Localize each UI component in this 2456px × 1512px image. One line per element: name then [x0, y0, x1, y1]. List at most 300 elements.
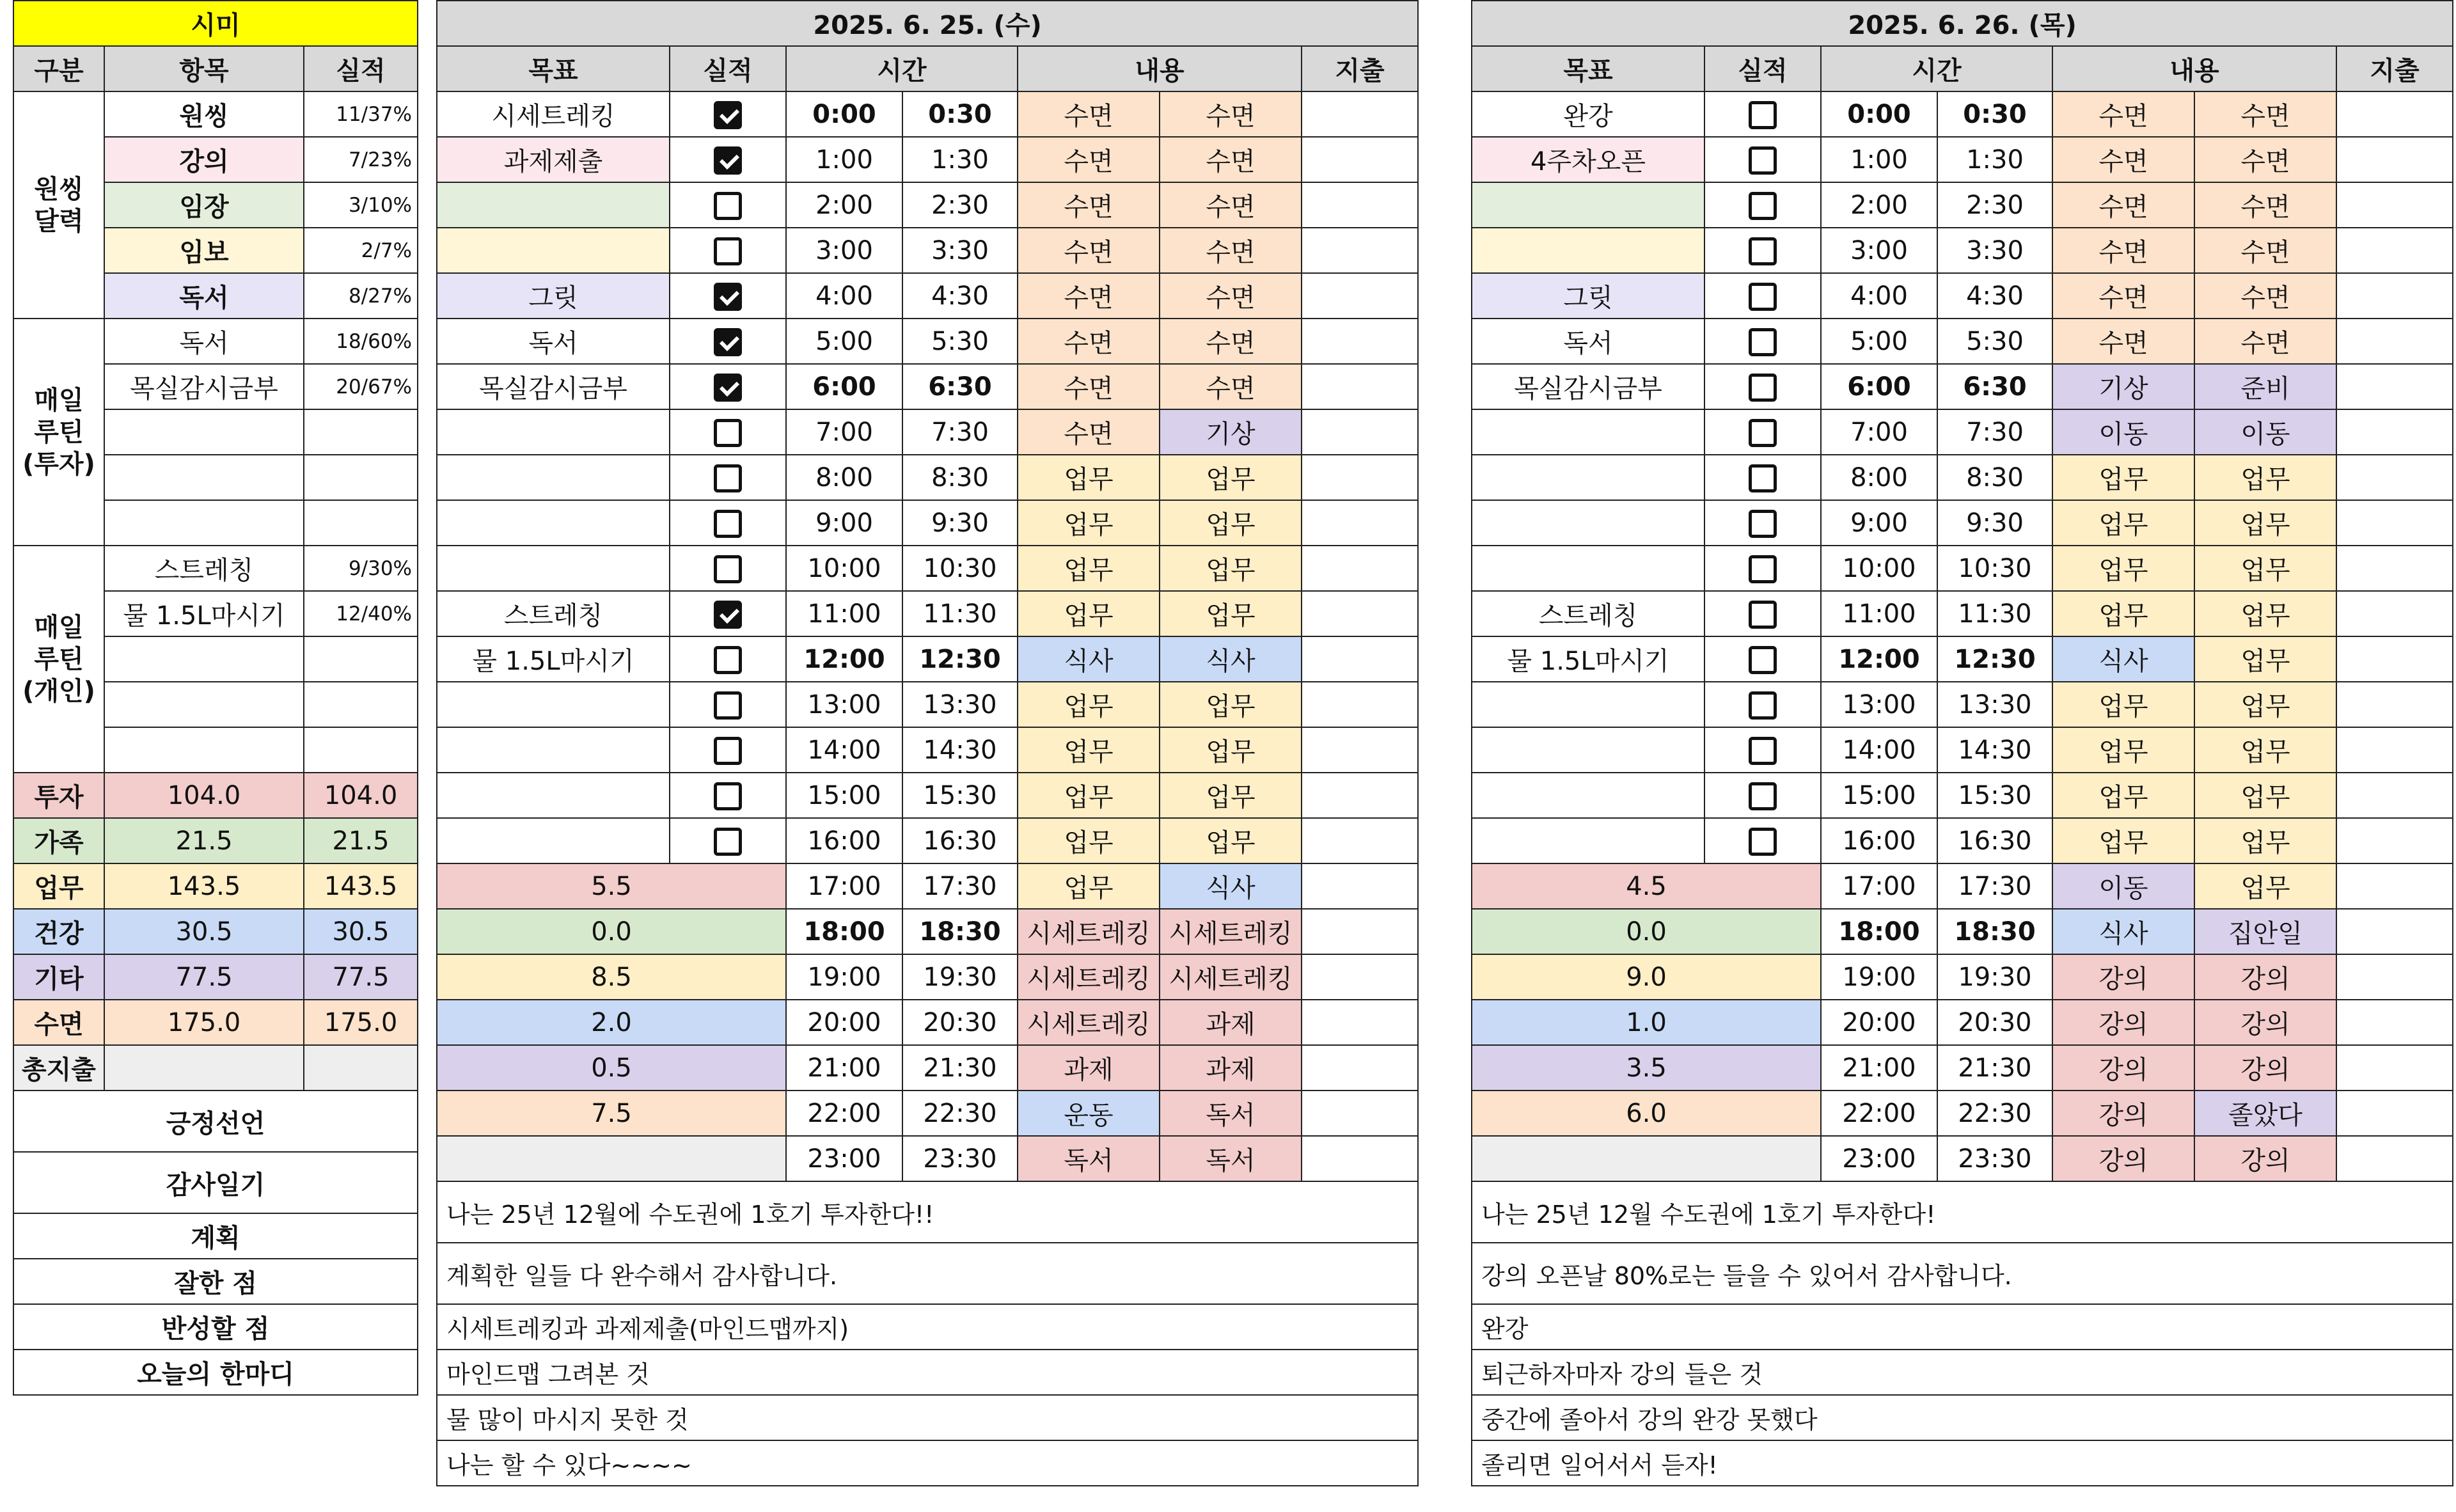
done-checkbox-cell[interactable] — [670, 91, 786, 137]
expense-cell[interactable] — [2336, 818, 2453, 863]
checkbox-icon[interactable] — [714, 283, 742, 311]
activity-cell[interactable]: 업무 — [1018, 546, 1160, 591]
done-checkbox-cell[interactable] — [670, 500, 786, 546]
table-row — [437, 1181, 1418, 1243]
activity-cell[interactable]: 업무 — [2052, 727, 2194, 773]
expense-cell[interactable] — [2336, 954, 2453, 1000]
expense-cell[interactable] — [2336, 1091, 2453, 1136]
activity-cell[interactable]: 업무 — [1160, 773, 1302, 818]
expense-cell[interactable] — [1302, 1136, 1418, 1181]
category-actual: 30.5 — [304, 909, 418, 954]
activity-cell[interactable]: 업무 — [1018, 455, 1160, 500]
done-checkbox-cell[interactable] — [670, 636, 786, 682]
category-plan: 21.5 — [104, 818, 304, 863]
expense-cell[interactable] — [1302, 364, 1418, 409]
activity-cell[interactable]: 시세트레킹 — [1160, 954, 1302, 1000]
expense-cell[interactable] — [1302, 409, 1418, 455]
activity-cell[interactable]: 수면 — [1018, 409, 1160, 455]
table-row — [437, 137, 1418, 182]
activity-cell[interactable]: 업무 — [1160, 546, 1302, 591]
checkbox-icon[interactable] — [714, 646, 742, 674]
activity-cell[interactable]: 업무 — [2194, 591, 2336, 636]
table-row — [437, 91, 1418, 137]
checkbox-icon[interactable] — [1749, 737, 1777, 765]
journal-label: 오늘의 한마디 — [13, 1350, 418, 1395]
activity-cell[interactable]: 업무 — [2052, 773, 2194, 818]
category-total: 0.5 — [437, 1045, 786, 1091]
checkbox-icon[interactable] — [1749, 555, 1777, 583]
activity-cell[interactable]: 수면 — [1160, 364, 1302, 409]
activity-cell[interactable]: 업무 — [2052, 500, 2194, 546]
expense-cell[interactable] — [1302, 909, 1418, 954]
activity-cell[interactable]: 수면 — [2194, 228, 2336, 273]
activity-cell[interactable]: 업무 — [1018, 591, 1160, 636]
activity-cell[interactable]: 수면 — [2052, 228, 2194, 273]
activity-cell[interactable]: 업무 — [2194, 682, 2336, 727]
expense-cell[interactable] — [1302, 546, 1418, 591]
expense-cell[interactable] — [2336, 91, 2453, 137]
time-half: 4:30 — [1937, 273, 2052, 319]
activity-cell[interactable]: 강의 — [2194, 1136, 2336, 1181]
activity-cell[interactable]: 수면 — [1018, 228, 1160, 273]
table-row — [1472, 1350, 2453, 1395]
checkbox-icon[interactable] — [714, 782, 742, 810]
journal-entry[interactable]: 나는 25년 12월에 수도권에 1호기 투자한다!! — [437, 1181, 1418, 1243]
checkbox-icon[interactable] — [1749, 146, 1777, 175]
summary-value: 11/37% — [304, 91, 418, 137]
expense-cell[interactable] — [2336, 727, 2453, 773]
activity-cell[interactable]: 이동 — [2052, 409, 2194, 455]
activity-cell[interactable]: 업무 — [1018, 818, 1160, 863]
activity-cell[interactable]: 과제 — [1018, 1045, 1160, 1091]
journal-entry[interactable]: 졸리면 일어서서 듣자! — [1472, 1440, 2453, 1486]
activity-cell[interactable]: 수면 — [2194, 137, 2336, 182]
summary-value — [304, 409, 418, 455]
expense-cell[interactable] — [2336, 909, 2453, 954]
table-row — [437, 954, 1418, 1000]
activity-cell[interactable]: 업무 — [1018, 773, 1160, 818]
activity-cell[interactable]: 이동 — [2052, 863, 2194, 909]
expense-cell[interactable] — [2336, 273, 2453, 319]
table-row — [437, 727, 1418, 773]
checkbox-icon[interactable] — [714, 237, 742, 265]
checkbox-icon[interactable] — [714, 555, 742, 583]
journal-entry[interactable]: 계획한 일들 다 완수해서 감사합니다. — [437, 1243, 1418, 1304]
journal-entry[interactable]: 물 많이 마시지 못한 것 — [437, 1395, 1418, 1440]
activity-cell[interactable]: 수면 — [1018, 91, 1160, 137]
activity-cell[interactable]: 독서 — [1018, 1136, 1160, 1181]
done-checkbox-cell[interactable] — [670, 137, 786, 182]
done-checkbox-cell[interactable] — [670, 727, 786, 773]
done-checkbox-cell[interactable] — [1704, 228, 1821, 273]
activity-cell[interactable]: 수면 — [1018, 319, 1160, 364]
done-checkbox-cell[interactable] — [670, 273, 786, 319]
activity-cell[interactable]: 식사 — [1160, 863, 1302, 909]
activity-cell[interactable]: 수면 — [1018, 137, 1160, 182]
goal-cell — [437, 682, 670, 727]
checkbox-icon[interactable] — [1749, 192, 1777, 220]
time-half: 23:30 — [902, 1136, 1018, 1181]
expense-cell[interactable] — [1302, 273, 1418, 319]
activity-cell[interactable]: 수면 — [1160, 319, 1302, 364]
time-start: 16:00 — [1821, 818, 1937, 863]
activity-cell[interactable]: 수면 — [2052, 273, 2194, 319]
time-start: 9:00 — [786, 500, 902, 546]
activity-cell[interactable]: 강의 — [2052, 1000, 2194, 1045]
goal-cell — [437, 409, 670, 455]
expense-cell[interactable] — [1302, 1045, 1418, 1091]
checkbox-icon[interactable] — [1749, 510, 1777, 538]
expense-cell[interactable] — [2336, 228, 2453, 273]
category-plan: 30.5 — [104, 909, 304, 954]
checkbox-icon[interactable] — [1749, 646, 1777, 674]
goal-cell — [1472, 682, 1704, 727]
table-row — [1472, 636, 2453, 682]
expense-cell[interactable] — [2336, 500, 2453, 546]
checkbox-icon[interactable] — [714, 146, 742, 175]
activity-cell[interactable]: 이동 — [2194, 409, 2336, 455]
done-checkbox-cell[interactable] — [1704, 818, 1821, 863]
goal-cell: 물 1.5L마시기 — [437, 636, 670, 682]
time-half: 18:30 — [1937, 909, 2052, 954]
activity-cell[interactable]: 수면 — [2052, 137, 2194, 182]
activity-cell[interactable]: 식사 — [2052, 636, 2194, 682]
activity-cell[interactable]: 강의 — [2052, 1045, 2194, 1091]
checkbox-icon[interactable] — [714, 192, 742, 220]
activity-cell[interactable]: 강의 — [2052, 954, 2194, 1000]
activity-cell[interactable]: 수면 — [1160, 137, 1302, 182]
done-checkbox-cell[interactable] — [670, 319, 786, 364]
activity-cell[interactable]: 강의 — [2052, 1136, 2194, 1181]
category-plan — [104, 1045, 304, 1091]
expense-cell[interactable] — [1302, 636, 1418, 682]
time-start: 2:00 — [786, 182, 902, 228]
time-half: 13:30 — [902, 682, 1018, 727]
time-half: 2:30 — [1937, 182, 2052, 228]
activity-cell[interactable]: 과제 — [1160, 1045, 1302, 1091]
expense-cell[interactable] — [2336, 364, 2453, 409]
checkbox-icon[interactable] — [1749, 283, 1777, 311]
expense-cell[interactable] — [2336, 137, 2453, 182]
checkbox-icon[interactable] — [1749, 828, 1777, 856]
expense-cell[interactable] — [1302, 137, 1418, 182]
time-start: 22:00 — [786, 1091, 902, 1136]
summary-item — [104, 455, 304, 500]
activity-cell[interactable]: 강의 — [2052, 1091, 2194, 1136]
checkbox-icon[interactable] — [1749, 419, 1777, 447]
category-total: 6.0 — [1472, 1091, 1821, 1136]
goal-cell — [1472, 727, 1704, 773]
activity-cell[interactable]: 기상 — [2052, 364, 2194, 409]
journal-entry[interactable]: 나는 25년 12월 수도권에 1호기 투자한다! — [1472, 1181, 2453, 1243]
activity-cell[interactable]: 수면 — [1160, 182, 1302, 228]
journal-entry[interactable]: 마인드맵 그려본 것 — [437, 1350, 1418, 1395]
activity-cell[interactable]: 수면 — [2194, 273, 2336, 319]
expense-cell[interactable] — [2336, 682, 2453, 727]
activity-cell[interactable]: 업무 — [1018, 682, 1160, 727]
activity-cell[interactable]: 업무 — [1018, 863, 1160, 909]
activity-cell[interactable]: 수면 — [2194, 91, 2336, 137]
expense-cell[interactable] — [1302, 91, 1418, 137]
journal-entry[interactable]: 완강 — [1472, 1304, 2453, 1350]
activity-cell[interactable]: 업무 — [2194, 546, 2336, 591]
checkbox-icon[interactable] — [1749, 691, 1777, 720]
activity-cell[interactable]: 업무 — [1160, 591, 1302, 636]
done-checkbox-cell[interactable] — [1704, 273, 1821, 319]
done-checkbox-cell[interactable] — [1704, 137, 1821, 182]
activity-cell[interactable]: 업무 — [2194, 727, 2336, 773]
done-checkbox-cell[interactable] — [670, 591, 786, 636]
expense-cell[interactable] — [1302, 954, 1418, 1000]
checkbox-icon[interactable] — [1749, 328, 1777, 356]
expense-cell[interactable] — [1302, 319, 1418, 364]
activity-cell[interactable]: 업무 — [2052, 818, 2194, 863]
expense-cell[interactable] — [2336, 863, 2453, 909]
activity-cell[interactable]: 준비 — [2194, 364, 2336, 409]
activity-cell[interactable]: 식사 — [1160, 636, 1302, 682]
activity-cell[interactable]: 집안일 — [2194, 909, 2336, 954]
checkbox-icon[interactable] — [1749, 601, 1777, 629]
expense-cell[interactable] — [1302, 1091, 1418, 1136]
category-plan: 175.0 — [104, 1000, 304, 1045]
table-row — [437, 636, 1418, 682]
category-total: 2.0 — [437, 1000, 786, 1045]
checkbox-icon[interactable] — [1749, 101, 1777, 129]
activity-cell[interactable]: 업무 — [2052, 546, 2194, 591]
done-checkbox-cell[interactable] — [1704, 455, 1821, 500]
activity-cell[interactable]: 업무 — [1160, 818, 1302, 863]
journal-entry[interactable]: 퇴근하자마자 강의 들은 것 — [1472, 1350, 2453, 1395]
activity-cell[interactable]: 시세트레킹 — [1160, 909, 1302, 954]
done-checkbox-cell[interactable] — [670, 773, 786, 818]
expense-cell[interactable] — [1302, 500, 1418, 546]
time-half: 8:30 — [1937, 455, 2052, 500]
activity-cell[interactable]: 수면 — [1018, 364, 1160, 409]
done-checkbox-cell[interactable] — [1704, 91, 1821, 137]
activity-cell[interactable]: 업무 — [1160, 500, 1302, 546]
checkbox-icon[interactable] — [1749, 374, 1777, 402]
activity-cell[interactable]: 강의 — [2194, 954, 2336, 1000]
activity-cell[interactable]: 업무 — [1160, 727, 1302, 773]
done-checkbox-cell[interactable] — [1704, 636, 1821, 682]
time-start: 3:00 — [786, 228, 902, 273]
journal-label: 잘한 점 — [13, 1259, 418, 1304]
expense-cell[interactable] — [1302, 455, 1418, 500]
table-row — [1472, 273, 2453, 319]
done-checkbox-cell[interactable] — [670, 546, 786, 591]
activity-cell[interactable]: 수면 — [2052, 182, 2194, 228]
done-checkbox-cell[interactable] — [670, 182, 786, 228]
category-plan: 77.5 — [104, 954, 304, 1000]
expense-cell[interactable] — [1302, 228, 1418, 273]
journal-entry[interactable]: 중간에 졸아서 강의 완강 못했다 — [1472, 1395, 2453, 1440]
checkbox-icon[interactable] — [714, 691, 742, 720]
activity-cell[interactable]: 업무 — [2052, 682, 2194, 727]
goal-cell — [1472, 500, 1704, 546]
expense-cell[interactable] — [2336, 1136, 2453, 1181]
checkbox-icon[interactable] — [1749, 237, 1777, 265]
activity-cell[interactable]: 시세트레킹 — [1018, 1000, 1160, 1045]
done-checkbox-cell[interactable] — [670, 409, 786, 455]
expense-cell[interactable] — [1302, 591, 1418, 636]
time-start: 23:00 — [786, 1136, 902, 1181]
table-row — [437, 1304, 1418, 1350]
table-row — [1472, 954, 2453, 1000]
category-total: 7.5 — [437, 1091, 786, 1136]
time-header: 시간 — [1821, 46, 2052, 91]
expense-cell[interactable] — [1302, 682, 1418, 727]
activity-cell[interactable]: 업무 — [1018, 500, 1160, 546]
done-checkbox-cell[interactable] — [1704, 409, 1821, 455]
activity-cell[interactable]: 시세트레킹 — [1018, 909, 1160, 954]
table-row — [13, 91, 418, 137]
done-checkbox-cell[interactable] — [1704, 591, 1821, 636]
table-row — [437, 273, 1418, 319]
table-row — [13, 1, 418, 46]
activity-cell[interactable]: 업무 — [2194, 818, 2336, 863]
time-start: 6:00 — [1821, 364, 1937, 409]
journal-entry[interactable]: 나는 할 수 있다~~~~ — [437, 1440, 1418, 1486]
done-checkbox-cell[interactable] — [1704, 364, 1821, 409]
checkbox-icon[interactable] — [714, 101, 742, 129]
table-row — [13, 1045, 418, 1091]
activity-cell[interactable]: 수면 — [1018, 182, 1160, 228]
done-checkbox-cell[interactable] — [670, 364, 786, 409]
table-row — [437, 1091, 1418, 1136]
checkbox-icon[interactable] — [714, 510, 742, 538]
activity-cell[interactable]: 수면 — [2052, 319, 2194, 364]
activity-cell[interactable]: 식사 — [2052, 909, 2194, 954]
goal-cell: 시세트레킹 — [437, 91, 670, 137]
expense-cell[interactable] — [2336, 591, 2453, 636]
journal-entry[interactable]: 시세트레킹과 과제제출(마인드맵까지) — [437, 1304, 1418, 1350]
activity-cell[interactable]: 수면 — [1160, 273, 1302, 319]
done-checkbox-cell[interactable] — [670, 682, 786, 727]
time-half: 10:30 — [1937, 546, 2052, 591]
activity-cell[interactable]: 기상 — [1160, 409, 1302, 455]
expense-cell[interactable] — [1302, 1000, 1418, 1045]
goal-cell: 물 1.5L마시기 — [1472, 636, 1704, 682]
checkbox-icon[interactable] — [1749, 782, 1777, 810]
category-label: 건강 — [13, 909, 104, 954]
table-row — [1472, 319, 2453, 364]
activity-cell[interactable]: 과제 — [1160, 1000, 1302, 1045]
activity-cell[interactable]: 운동 — [1018, 1091, 1160, 1136]
done-checkbox-cell[interactable] — [1704, 546, 1821, 591]
expense-cell[interactable] — [1302, 818, 1418, 863]
activity-cell[interactable]: 업무 — [1018, 727, 1160, 773]
activity-cell[interactable]: 수면 — [2194, 319, 2336, 364]
summary-item: 원씽 — [104, 91, 304, 137]
done-checkbox-cell[interactable] — [1704, 182, 1821, 228]
time-half: 15:30 — [902, 773, 1018, 818]
day-date: 2025. 6. 26. (목) — [1472, 1, 2453, 46]
checkbox-icon[interactable] — [714, 601, 742, 629]
expense-cell[interactable] — [2336, 773, 2453, 818]
expense-cell[interactable] — [1302, 773, 1418, 818]
done-checkbox-cell[interactable] — [670, 455, 786, 500]
time-half: 11:30 — [902, 591, 1018, 636]
expense-cell[interactable] — [2336, 182, 2453, 228]
expense-cell[interactable] — [2336, 319, 2453, 364]
checkbox-icon[interactable] — [714, 737, 742, 765]
category-actual: 143.5 — [304, 863, 418, 909]
summary-item: 독서 — [104, 273, 304, 319]
table-row — [437, 455, 1418, 500]
table-row — [1472, 591, 2453, 636]
activity-cell[interactable]: 수면 — [2052, 91, 2194, 137]
goal-header: 목표 — [437, 46, 670, 91]
expense-cell[interactable] — [2336, 455, 2453, 500]
checkbox-icon[interactable] — [714, 828, 742, 856]
goal-cell: 과제제출 — [437, 137, 670, 182]
done-checkbox-cell[interactable] — [670, 228, 786, 273]
activity-cell[interactable]: 강의 — [2194, 1000, 2336, 1045]
time-start: 13:00 — [786, 682, 902, 727]
expense-cell[interactable] — [2336, 1045, 2453, 1091]
activity-cell[interactable]: 수면 — [1018, 273, 1160, 319]
activity-cell[interactable]: 독서 — [1160, 1136, 1302, 1181]
activity-cell[interactable]: 독서 — [1160, 1091, 1302, 1136]
summary-item — [104, 409, 304, 455]
checkbox-icon[interactable] — [1749, 464, 1777, 492]
done-checkbox-cell[interactable] — [1704, 773, 1821, 818]
expense-cell[interactable] — [2336, 636, 2453, 682]
summary-value — [304, 500, 418, 546]
done-checkbox-cell[interactable] — [1704, 682, 1821, 727]
summary-value — [304, 682, 418, 727]
expense-cell[interactable] — [2336, 409, 2453, 455]
expense-cell[interactable] — [2336, 1000, 2453, 1045]
journal-entry[interactable]: 강의 오픈날 80%로는 들을 수 있어서 감사합니다. — [1472, 1243, 2453, 1304]
table-row — [437, 409, 1418, 455]
checkbox-icon[interactable] — [714, 328, 742, 356]
activity-cell[interactable]: 업무 — [2194, 455, 2336, 500]
table-row — [1472, 1091, 2453, 1136]
activity-cell[interactable]: 업무 — [1160, 682, 1302, 727]
done-checkbox-cell[interactable] — [1704, 727, 1821, 773]
done-checkbox-cell[interactable] — [1704, 500, 1821, 546]
activity-cell[interactable]: 졸았다 — [2194, 1091, 2336, 1136]
checkbox-icon[interactable] — [714, 374, 742, 402]
activity-cell[interactable]: 수면 — [2194, 182, 2336, 228]
checkbox-icon[interactable] — [714, 419, 742, 447]
time-half: 6:30 — [1937, 364, 2052, 409]
activity-cell[interactable]: 업무 — [2052, 455, 2194, 500]
expense-cell[interactable] — [2336, 546, 2453, 591]
activity-cell[interactable]: 업무 — [2194, 863, 2336, 909]
expense-cell[interactable] — [1302, 182, 1418, 228]
done-header: 실적 — [1704, 46, 1821, 91]
activity-cell[interactable]: 시세트레킹 — [1018, 954, 1160, 1000]
activity-cell[interactable]: 강의 — [2194, 1045, 2336, 1091]
expense-cell[interactable] — [1302, 727, 1418, 773]
done-checkbox-cell[interactable] — [1704, 319, 1821, 364]
activity-cell[interactable]: 수면 — [1160, 91, 1302, 137]
activity-cell[interactable]: 수면 — [1160, 228, 1302, 273]
activity-cell[interactable]: 업무 — [2052, 591, 2194, 636]
activity-cell[interactable]: 업무 — [1160, 455, 1302, 500]
expense-cell[interactable] — [1302, 863, 1418, 909]
done-header: 실적 — [670, 46, 786, 91]
time-start: 15:00 — [786, 773, 902, 818]
done-checkbox-cell[interactable] — [670, 818, 786, 863]
activity-cell[interactable]: 식사 — [1018, 636, 1160, 682]
activity-cell[interactable]: 업무 — [2194, 773, 2336, 818]
activity-cell[interactable]: 업무 — [2194, 636, 2336, 682]
activity-cell[interactable]: 업무 — [2194, 500, 2336, 546]
checkbox-icon[interactable] — [714, 464, 742, 492]
